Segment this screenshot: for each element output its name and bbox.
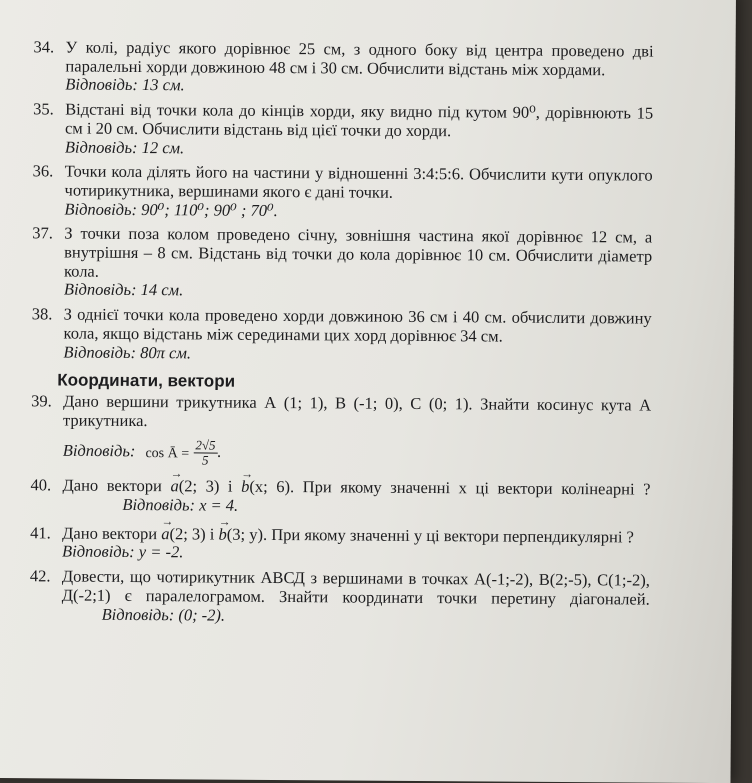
section-title: Координати, вектори <box>57 370 236 391</box>
problem-38 <box>31 305 651 365</box>
cos-expression: cos Ā = <box>145 445 190 462</box>
problem-list <box>30 38 654 628</box>
fraction-denominator: 5 <box>201 452 209 468</box>
problem-answer: Відповідь: 90⁰; 110⁰; 90⁰ ; 70⁰. <box>64 199 278 220</box>
problem-answer: Відповідь: (0; -2). <box>101 604 226 625</box>
problem-number: 41. <box>30 523 51 543</box>
fraction-end: . <box>217 442 222 462</box>
problem-text-part: Дано вектори <box>62 475 171 496</box>
problem-answer: Відповідь: 80π см. <box>63 342 192 362</box>
problem-answer: Відповідь: y = -2. <box>62 541 184 562</box>
problem-text: У колі, радіус якого дорівнює 25 см, з одного боку від центра проведено дві паралельні хорди довжиною 48 см і 30 см. Обчислити відстань між хордами. <box>65 37 654 79</box>
fraction-numerator: 2√5 <box>193 439 217 454</box>
problem-37 <box>32 225 653 304</box>
problem-text: З точки поза колом проведено січну, зовнішня частина якої дорівнює 12 см, а внутрішня – 8 см. Відстань від точки до кола дорівнює 10 см. Обчислити діаметр кола. <box>63 223 653 281</box>
problem-answer: Відповідь: x = 4. <box>122 494 239 515</box>
problem-text-part: (x; 6). При якому значенні x ці вектори колінеарні ? <box>249 477 651 499</box>
problem-text: Довести, що чотирикутник АВСД з вершинами в точках А(-1;-2), В(2;-5), С(1;-2), Д(-2;1) є паралелограмом. Знайти координати точки перетину діагоналей. <box>61 566 650 609</box>
problem-34 <box>33 38 653 98</box>
problem-text-part: (3; y). При якому значенні y ці вектори перпендикулярні ? <box>226 524 635 547</box>
problem-number: 35. <box>33 99 54 119</box>
answer-label: Відповідь: <box>62 441 136 461</box>
vector-b: → b <box>218 525 226 544</box>
problem-text: Дано вершини трикутника А (1; 1), В (-1; 0), С (0; 1). Знайти косинус кута А трикутника. <box>62 391 652 430</box>
problem-answer: Відповідь: 13 см. <box>65 74 185 95</box>
problem-number: 38. <box>31 304 53 324</box>
problem-number: 36. <box>32 161 54 181</box>
problem-35 <box>33 100 653 160</box>
problem-number: 37. <box>32 223 53 243</box>
problem-text: Відстані від точки кола до кінців хорди, яку видно під кутом 90⁰, дорівнюють 15 см і 20 см. Обчислити відстань від цієї точки до хорди. <box>64 99 654 141</box>
answer-fraction <box>193 439 217 468</box>
problem-text-part: (2; 3) і <box>178 476 242 497</box>
problem-42 <box>30 567 650 627</box>
problem-number: 39. <box>31 391 52 411</box>
problem-36 <box>32 162 652 222</box>
vector-a: → a <box>161 525 169 544</box>
problem-number: 40. <box>30 475 52 495</box>
problem-number: 34. <box>33 37 55 57</box>
problem-text: Точки кола ділять його на частини у відношенні 3:4:5:6. Обчислити кути опуклого чотирикутника, вершинами якого є дані точки. <box>64 161 653 202</box>
problem-41 <box>30 524 650 566</box>
vector-b: → b <box>241 478 249 497</box>
problem-40 <box>30 477 650 519</box>
problem-text: З однієї точки кола проведено хорди довжиною 36 см і 40 см. обчислити довжину кола, якщо відстань між серединами цих хорд дорівнює 34 см. <box>63 304 652 346</box>
problem-text-part: (2; 3) і <box>169 524 219 544</box>
vector-a: → a <box>170 478 178 497</box>
problem-answer: Відповідь: 14 см. <box>63 279 184 300</box>
problem-answer: Відповідь: 12 см. <box>64 137 185 157</box>
problem-number: 42. <box>29 566 51 586</box>
problem-text-part: Дано вектори <box>62 523 162 543</box>
problem-39 <box>31 392 652 471</box>
